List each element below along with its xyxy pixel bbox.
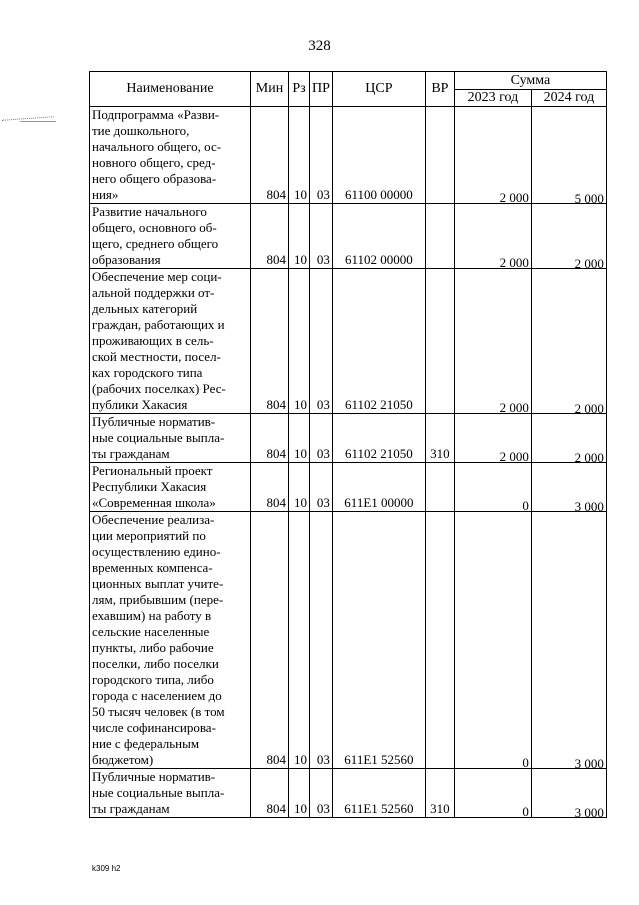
row-rz: 10: [289, 414, 310, 463]
row-pr: 03: [310, 769, 333, 818]
table-row: [90, 414, 607, 463]
row-name-line: бюджетом): [92, 752, 154, 767]
row-rz: 10: [289, 204, 310, 269]
row-name-line: сельские населенные: [92, 624, 210, 639]
row-pr: 03: [310, 512, 333, 769]
row-name-line: временных компенса-: [92, 560, 213, 575]
row-min: 804: [251, 414, 289, 463]
header-name: Наименование: [90, 72, 251, 107]
row-sum-2023: 0: [522, 755, 529, 770]
row-min: 804: [251, 463, 289, 512]
row-sum-2024: 3 000: [574, 756, 604, 771]
row-name-line: лям, прибывшим (пере-: [92, 592, 224, 607]
row-vr: [425, 269, 454, 414]
row-sum-2023-cell: [454, 107, 531, 204]
row-pr: 03: [310, 107, 333, 204]
row-vr: [425, 107, 454, 204]
row-name-line: общего, основного об-: [92, 220, 217, 235]
footer-code: k309 h2: [92, 864, 121, 873]
header-vr: ВР: [425, 72, 454, 107]
row-sum-2024-cell: [531, 269, 606, 414]
row-csr: 611E1 52560: [332, 512, 425, 769]
row-rz: 10: [289, 463, 310, 512]
row-name-line: альной поддержки от-: [92, 285, 215, 300]
row-vr: [425, 463, 454, 512]
row-sum-2024: 3 000: [574, 805, 604, 820]
row-csr: 61102 21050: [332, 414, 425, 463]
row-name-line: числе софинансирова-: [92, 720, 216, 735]
row-name: [90, 107, 251, 204]
table-row: [90, 107, 607, 204]
row-name-line: ской местности, посел-: [92, 349, 221, 364]
row-vr: 310: [425, 414, 454, 463]
row-name-line: ках городского типа: [92, 365, 203, 380]
row-sum-2024: 5 000: [574, 191, 604, 206]
row-name: [90, 512, 251, 769]
header-pr: ПР: [310, 72, 333, 107]
row-sum-2024: 2 000: [574, 401, 604, 416]
row-name-line: ные социальные выпла-: [92, 785, 225, 800]
row-name-line: Обеспечение реализа-: [92, 512, 215, 527]
row-csr: 61102 21050: [332, 269, 425, 414]
row-rz: 10: [289, 512, 310, 769]
row-min: 804: [251, 269, 289, 414]
row-name-line: образования: [92, 252, 161, 267]
header-sum: Сумма: [454, 72, 606, 90]
row-vr: 310: [425, 769, 454, 818]
row-name-line: проживающих в сель-: [92, 333, 214, 348]
page-number: 328: [308, 38, 331, 54]
row-min: 804: [251, 512, 289, 769]
header-csr: ЦСР: [332, 72, 425, 107]
row-min: 804: [251, 769, 289, 818]
row-vr: [425, 512, 454, 769]
row-name-line: Публичные норматив-: [92, 414, 216, 429]
row-sum-2023: 2 000: [499, 449, 529, 464]
row-sum-2024-cell: [531, 204, 606, 269]
row-name-line: Подпрограмма «Разви-: [92, 107, 220, 122]
row-name-line: осуществлению едино-: [92, 544, 221, 559]
row-pr: 03: [310, 463, 333, 512]
row-sum-2024-cell: [531, 769, 606, 818]
row-name-line: ты гражданам: [92, 446, 170, 461]
row-name-line: тие дошкольного,: [92, 123, 190, 138]
row-vr: [425, 204, 454, 269]
header-year-2023: 2023 год: [454, 90, 531, 107]
row-name-line: ционных выплат учите-: [92, 576, 224, 591]
row-sum-2024-cell: [531, 512, 606, 769]
row-sum-2023-cell: [454, 204, 531, 269]
row-name-line: 50 тысяч человек (в том: [92, 704, 225, 719]
row-name-line: Публичные норматив-: [92, 769, 216, 784]
row-sum-2023-cell: [454, 463, 531, 512]
row-sum-2023-cell: [454, 414, 531, 463]
header-rz: Рз: [289, 72, 310, 107]
row-name-line: ты гражданам: [92, 801, 170, 816]
table-row: [90, 512, 607, 769]
row-sum-2023: 2 000: [499, 400, 529, 415]
row-name-line: поселки, либо поселки: [92, 656, 219, 671]
row-min: 804: [251, 204, 289, 269]
row-name-line: «Современная школа»: [92, 495, 216, 510]
row-sum-2023: 0: [522, 498, 529, 513]
row-min: 804: [251, 107, 289, 204]
row-sum-2023-cell: [454, 512, 531, 769]
row-sum-2023-cell: [454, 769, 531, 818]
row-pr: 03: [310, 269, 333, 414]
row-name-line: городского типа, либо: [92, 672, 214, 687]
scan-artifact: [20, 121, 56, 124]
row-name-line: (рабочих поселках) Рес-: [92, 381, 226, 396]
row-rz: 10: [289, 769, 310, 818]
header-year-2024: 2024 год: [531, 90, 606, 107]
row-name: [90, 463, 251, 512]
row-name-line: него общего образова-: [92, 171, 217, 186]
row-csr: 61100 00000: [332, 107, 425, 204]
row-name-line: ехавшим) на работу в: [92, 608, 212, 623]
row-name: [90, 269, 251, 414]
row-name-line: Развитие начального: [92, 204, 207, 219]
table-row: [90, 269, 607, 414]
row-name: [90, 414, 251, 463]
row-name: [90, 769, 251, 818]
row-name-line: ние с федеральным: [92, 736, 200, 751]
row-csr: 611E1 00000: [332, 463, 425, 512]
row-name-line: начального общего, ос-: [92, 139, 222, 154]
row-name-line: ции мероприятий по: [92, 528, 206, 543]
row-sum-2024-cell: [531, 414, 606, 463]
row-name-line: пункты, либо рабочие: [92, 640, 214, 655]
row-sum-2024: 2 000: [574, 450, 604, 465]
row-name-line: города с населением до: [92, 688, 222, 703]
row-rz: 10: [289, 269, 310, 414]
row-pr: 03: [310, 414, 333, 463]
table-row: [90, 204, 607, 269]
row-name-line: публики Хакасия: [92, 397, 188, 412]
row-csr: 611E1 52560: [332, 769, 425, 818]
row-sum-2024-cell: [531, 463, 606, 512]
row-csr: 61102 00000: [332, 204, 425, 269]
row-name-line: дельных категорий: [92, 301, 198, 316]
row-sum-2023: 2 000: [499, 255, 529, 270]
row-pr: 03: [310, 204, 333, 269]
row-name-line: Республики Хакасия: [92, 479, 207, 494]
row-sum-2023: 2 000: [499, 190, 529, 205]
row-sum-2023: 0: [522, 804, 529, 819]
row-sum-2024: 2 000: [574, 256, 604, 271]
row-name-line: ния»: [92, 187, 119, 202]
row-name: [90, 204, 251, 269]
header-min: Мин: [251, 72, 289, 107]
row-sum-2023-cell: [454, 269, 531, 414]
row-name-line: щего, среднего общего: [92, 236, 219, 251]
table-row: [90, 463, 607, 512]
row-rz: 10: [289, 107, 310, 204]
table-row: [90, 769, 607, 818]
row-sum-2024-cell: [531, 107, 606, 204]
budget-table: [89, 71, 607, 818]
row-name-line: Обеспечение мер соци-: [92, 269, 222, 284]
row-sum-2024: 3 000: [574, 499, 604, 514]
row-name-line: новного общего, сред-: [92, 155, 216, 170]
row-name-line: граждан, работающих и: [92, 317, 225, 332]
row-name-line: ные социальные выпла-: [92, 430, 225, 445]
row-name-line: Региональный проект: [92, 463, 213, 478]
